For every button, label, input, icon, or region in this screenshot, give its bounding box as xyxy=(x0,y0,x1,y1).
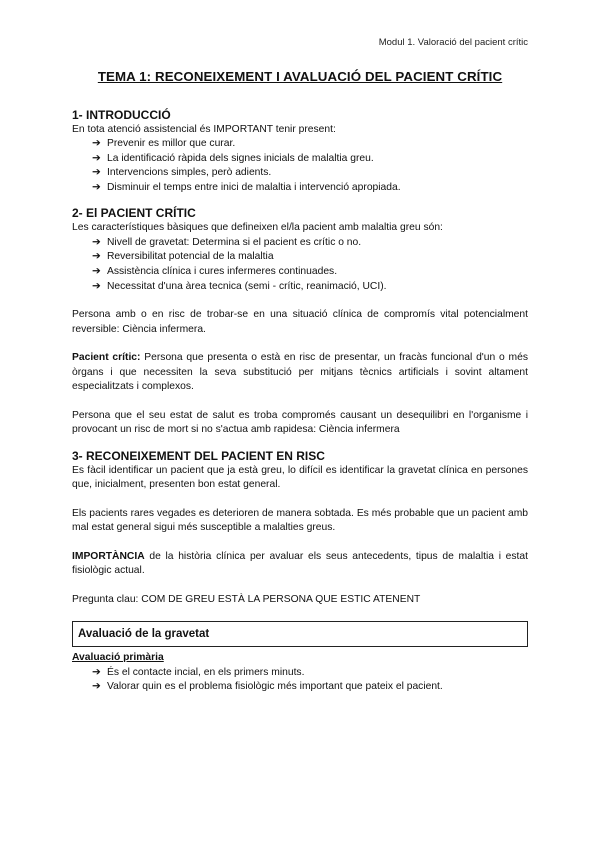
critic-list xyxy=(72,236,528,294)
arrow-right-icon: ➔ xyxy=(92,236,101,248)
list-item: ➔ Prevenir es millor que curar. xyxy=(92,137,528,152)
key-question: Pregunta clau: COM DE GREU ESTÀ LA PERSONA QUE ESTIC ATENENT xyxy=(72,593,421,605)
risc-paragraph-3: IMPORTÀNCIA de la història clínica per avaluar els seus antecedents, tipus de malaltia i estat fisiològic actual. xyxy=(72,550,528,577)
arrow-right-icon: ➔ xyxy=(92,666,101,678)
critic-paragraph-1: Persona amb o en risc de trobar-se en una situació clínica de compromís vital potencialment reversible: Ciència infermera. xyxy=(72,309,528,335)
list-item: ➔ Reversibilitat potencial de la malaltia xyxy=(92,250,528,265)
document-title: TEMA 1: RECONEIXEMENT I AVALUACIÓ DEL PACIENT CRÍTIC xyxy=(97,69,503,84)
arrow-right-icon: ➔ xyxy=(92,266,101,278)
list-item: ➔ Valorar quin es el problema fisiològic més important que pateix el pacient. xyxy=(92,680,528,695)
list-item: ➔ Nivell de gravetat: Determina si el pacient es crític o no. xyxy=(92,236,528,251)
arrow-right-icon: ➔ xyxy=(92,152,101,164)
intro-lead: En tota atenció assistencial és IMPORTANT tenir present: xyxy=(72,123,336,135)
arrow-right-icon: ➔ xyxy=(92,681,101,693)
section-heading-critic: 2- El PACIENT CRÍTIC xyxy=(72,206,196,221)
primary-assessment-subheading: Avaluació primària xyxy=(72,652,164,664)
definition-term: Pacient crític: xyxy=(72,352,141,364)
list-item: ➔ Disminuir el temps entre inici de malaltia i intervenció apropiada. xyxy=(92,181,528,196)
critic-paragraph-2: Pacient crític: Persona que presenta o està en risc de presentar, un fracàs funcional d'un o més òrgans i que necessiten la seva substitució per mitjans tècnics artificials i sovint altament especialitzats i complexos. xyxy=(72,352,528,393)
arrow-right-icon: ➔ xyxy=(92,251,101,263)
risc-paragraph-2: Els pacients rares vegades es deterioren de manera sobtada. Es més probable que un pacient amb mal estat general sigui més susceptible a malalties greus. xyxy=(72,507,528,534)
gravetat-box-title: Avaluació de la gravetat xyxy=(72,621,528,647)
arrow-right-icon: ➔ xyxy=(92,280,101,292)
risc-paragraph-1: Es fàcil identificar un pacient que ja està greu, lo difícil es identificar la gravetat clínica en persones que, inicialment, presenten bon estat general. xyxy=(72,464,528,491)
arrow-right-icon: ➔ xyxy=(92,138,101,149)
intro-list xyxy=(72,137,528,195)
list-item: ➔ És el contacte incial, en els primers minuts. xyxy=(92,666,528,681)
critic-paragraph-3: Persona que el seu estat de salut es troba compromés causant un desequilibri en l'organisme i provocant un risc de mort si no s'actua amb rapidesa: Ciència infermera xyxy=(72,409,528,436)
section-heading-risc: 3- RECONEIXEMENT DEL PACIENT EN RISC xyxy=(72,448,325,463)
list-item: ➔ Necessitat d'una àrea tecnica (semi - crític, reanimació, UCI). xyxy=(92,280,528,295)
running-header: Modul 1. Valoració del pacient crític xyxy=(378,37,528,48)
list-item: ➔ Intervencions simples, però adients. xyxy=(92,166,528,181)
arrow-right-icon: ➔ xyxy=(92,167,101,179)
emphasis-term: IMPORTÀNCIA xyxy=(72,550,145,562)
critic-lead: Les característiques bàsiques que defineixen el/la pacient amb malaltia greu són: xyxy=(72,222,443,234)
arrow-right-icon: ➔ xyxy=(92,181,101,193)
section-heading-intro: 1- INTRODUCCIÓ xyxy=(72,107,171,122)
list-item: ➔ La identificació ràpida dels signes inicials de malaltia greu. xyxy=(92,152,528,167)
gravetat-list xyxy=(72,666,528,695)
list-item: ➔ Assistència clínica i cures infermeres continuades. xyxy=(92,265,528,280)
document-body xyxy=(72,70,528,695)
